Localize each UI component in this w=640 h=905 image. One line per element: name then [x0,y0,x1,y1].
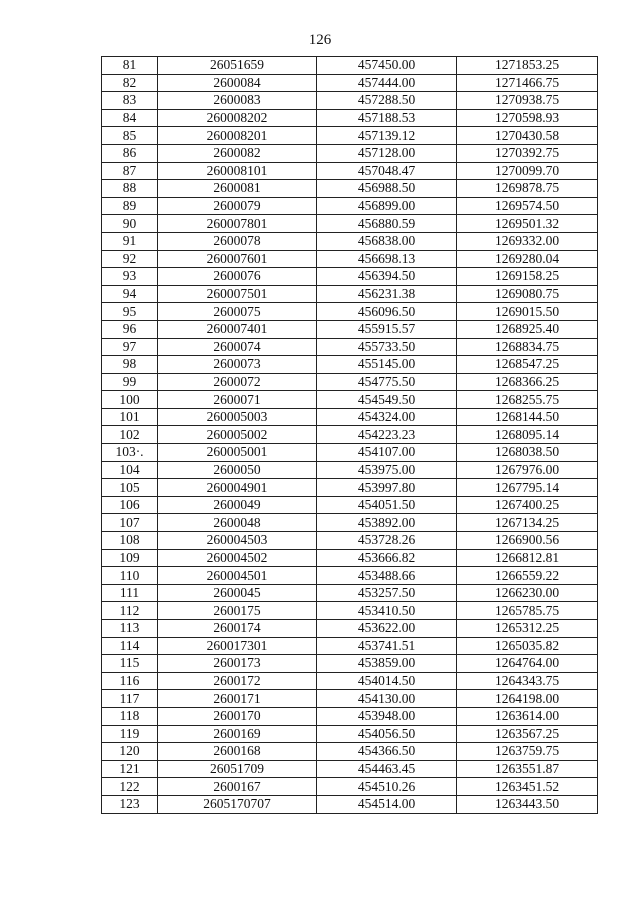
row-number-cell: 84 [102,109,158,127]
x-coordinate-cell: 453410.50 [317,602,457,620]
y-coordinate-cell: 1263614.00 [457,707,598,725]
x-coordinate-cell: 456880.59 [317,215,457,233]
table-row [102,285,598,303]
row-number-cell: 117 [102,690,158,708]
point-id-cell: 260007801 [158,215,317,233]
row-number-cell: 103·. [102,444,158,462]
row-number-cell: 93 [102,268,158,286]
x-coordinate-cell: 455145.00 [317,356,457,374]
x-coordinate-cell: 454324.00 [317,408,457,426]
row-number-cell: 90 [102,215,158,233]
table-row [102,338,598,356]
table-row [102,567,598,585]
table-row [102,303,598,321]
y-coordinate-cell: 1266900.56 [457,532,598,550]
x-coordinate-cell: 453257.50 [317,584,457,602]
x-coordinate-cell: 456899.00 [317,197,457,215]
table-row [102,725,598,743]
table-row [102,109,598,127]
point-id-cell: 260008201 [158,127,317,145]
x-coordinate-cell: 454051.50 [317,496,457,514]
point-id-cell: 260005002 [158,426,317,444]
table-row [102,92,598,110]
x-coordinate-cell: 454107.00 [317,444,457,462]
x-coordinate-cell: 453728.26 [317,532,457,550]
y-coordinate-cell: 1268038.50 [457,444,598,462]
table-row [102,356,598,374]
point-id-cell: 2600172 [158,672,317,690]
x-coordinate-cell: 453948.00 [317,707,457,725]
row-number-cell: 111 [102,584,158,602]
page-number: 126 [308,32,332,48]
y-coordinate-cell: 1270099.70 [457,162,598,180]
y-coordinate-cell: 1267134.25 [457,514,598,532]
table-row [102,197,598,215]
x-coordinate-cell: 453892.00 [317,514,457,532]
row-number-cell: 109 [102,549,158,567]
point-id-cell: 2600076 [158,268,317,286]
point-id-cell: 2600173 [158,655,317,673]
point-id-cell: 260004901 [158,479,317,497]
y-coordinate-cell: 1266230.00 [457,584,598,602]
row-number-cell: 85 [102,127,158,145]
x-coordinate-cell: 454463.45 [317,760,457,778]
x-coordinate-cell: 453741.51 [317,637,457,655]
y-coordinate-cell: 1269332.00 [457,232,598,250]
y-coordinate-cell: 1264764.00 [457,655,598,673]
table-row [102,250,598,268]
table-row [102,707,598,725]
x-coordinate-cell: 454366.50 [317,743,457,761]
x-coordinate-cell: 453975.00 [317,461,457,479]
x-coordinate-cell: 453622.00 [317,620,457,638]
point-id-cell: 2600078 [158,232,317,250]
point-id-cell: 2600168 [158,743,317,761]
table-row [102,74,598,92]
x-coordinate-cell: 456231.38 [317,285,457,303]
point-id-cell: 2600170 [158,707,317,725]
y-coordinate-cell: 1267976.00 [457,461,598,479]
row-number-cell: 87 [102,162,158,180]
table-row [102,795,598,813]
row-number-cell: 82 [102,74,158,92]
y-coordinate-cell: 1268547.25 [457,356,598,374]
table-row [102,496,598,514]
coordinates-table [101,56,598,814]
table-row [102,215,598,233]
row-number-cell: 96 [102,320,158,338]
y-coordinate-cell: 1270938.75 [457,92,598,110]
y-coordinate-cell: 1264343.75 [457,672,598,690]
x-coordinate-cell: 454223.23 [317,426,457,444]
row-number-cell: 89 [102,197,158,215]
point-id-cell: 2600171 [158,690,317,708]
row-number-cell: 102 [102,426,158,444]
row-number-cell: 91 [102,232,158,250]
x-coordinate-cell: 453997.80 [317,479,457,497]
point-id-cell: 2600079 [158,197,317,215]
y-coordinate-cell: 1268144.50 [457,408,598,426]
x-coordinate-cell: 453859.00 [317,655,457,673]
x-coordinate-cell: 454514.00 [317,795,457,813]
point-id-cell: 260004502 [158,549,317,567]
x-coordinate-cell: 456096.50 [317,303,457,321]
point-id-cell: 2600049 [158,496,317,514]
row-number-cell: 99 [102,373,158,391]
table-row [102,672,598,690]
y-coordinate-cell: 1269158.25 [457,268,598,286]
row-number-cell: 81 [102,57,158,75]
y-coordinate-cell: 1269574.50 [457,197,598,215]
x-coordinate-cell: 457288.50 [317,92,457,110]
point-id-cell: 260007601 [158,250,317,268]
row-number-cell: 112 [102,602,158,620]
point-id-cell: 2600174 [158,620,317,638]
row-number-cell: 118 [102,707,158,725]
x-coordinate-cell: 457139.12 [317,127,457,145]
point-id-cell: 260017301 [158,637,317,655]
x-coordinate-cell: 457128.00 [317,144,457,162]
point-id-cell: 2600169 [158,725,317,743]
table-row [102,373,598,391]
point-id-cell: 260004503 [158,532,317,550]
x-coordinate-cell: 454775.50 [317,373,457,391]
row-number-cell: 101 [102,408,158,426]
y-coordinate-cell: 1269280.04 [457,250,598,268]
table-row [102,444,598,462]
row-number-cell: 108 [102,532,158,550]
point-id-cell: 2600167 [158,778,317,796]
table-row [102,408,598,426]
row-number-cell: 100 [102,391,158,409]
point-id-cell: 26051709 [158,760,317,778]
point-id-cell: 2600072 [158,373,317,391]
y-coordinate-cell: 1268255.75 [457,391,598,409]
row-number-cell: 88 [102,180,158,198]
y-coordinate-cell: 1266559.22 [457,567,598,585]
x-coordinate-cell: 453488.66 [317,567,457,585]
x-coordinate-cell: 454056.50 [317,725,457,743]
row-number-cell: 104 [102,461,158,479]
x-coordinate-cell: 457444.00 [317,74,457,92]
x-coordinate-cell: 455733.50 [317,338,457,356]
point-id-cell: 260005001 [158,444,317,462]
y-coordinate-cell: 1267400.25 [457,496,598,514]
point-id-cell: 2600045 [158,584,317,602]
y-coordinate-cell: 1271466.75 [457,74,598,92]
y-coordinate-cell: 1268834.75 [457,338,598,356]
table-row [102,391,598,409]
row-number-cell: 106 [102,496,158,514]
table-row [102,743,598,761]
row-number-cell: 105 [102,479,158,497]
point-id-cell: 2600081 [158,180,317,198]
table-row [102,426,598,444]
table-row [102,268,598,286]
x-coordinate-cell: 457188.53 [317,109,457,127]
y-coordinate-cell: 1269080.75 [457,285,598,303]
y-coordinate-cell: 1263567.25 [457,725,598,743]
row-number-cell: 115 [102,655,158,673]
x-coordinate-cell: 457048.47 [317,162,457,180]
coordinates-table-body [102,57,598,814]
point-id-cell: 2600084 [158,74,317,92]
y-coordinate-cell: 1263443.50 [457,795,598,813]
y-coordinate-cell: 1269878.75 [457,180,598,198]
table-row [102,532,598,550]
y-coordinate-cell: 1263759.75 [457,743,598,761]
point-id-cell: 2600050 [158,461,317,479]
table-row [102,479,598,497]
table-row [102,620,598,638]
y-coordinate-cell: 1265312.25 [457,620,598,638]
point-id-cell: 2600048 [158,514,317,532]
x-coordinate-cell: 456988.50 [317,180,457,198]
point-id-cell: 260004501 [158,567,317,585]
point-id-cell: 260008202 [158,109,317,127]
table-row [102,778,598,796]
row-number-cell: 113 [102,620,158,638]
y-coordinate-cell: 1269015.50 [457,303,598,321]
row-number-cell: 110 [102,567,158,585]
row-number-cell: 98 [102,356,158,374]
row-number-cell: 92 [102,250,158,268]
y-coordinate-cell: 1268366.25 [457,373,598,391]
y-coordinate-cell: 1269501.32 [457,215,598,233]
row-number-cell: 107 [102,514,158,532]
point-id-cell: 2600175 [158,602,317,620]
point-id-cell: 2600082 [158,144,317,162]
point-id-cell: 260005003 [158,408,317,426]
row-number-cell: 116 [102,672,158,690]
table-row [102,514,598,532]
point-id-cell: 2600073 [158,356,317,374]
row-number-cell: 94 [102,285,158,303]
x-coordinate-cell: 454130.00 [317,690,457,708]
y-coordinate-cell: 1264198.00 [457,690,598,708]
table-row [102,127,598,145]
table-row [102,655,598,673]
table-row [102,690,598,708]
table-row [102,144,598,162]
x-coordinate-cell: 454510.26 [317,778,457,796]
table-row [102,760,598,778]
y-coordinate-cell: 1265785.75 [457,602,598,620]
point-id-cell: 2605170707 [158,795,317,813]
y-coordinate-cell: 1263551.87 [457,760,598,778]
y-coordinate-cell: 1268095.14 [457,426,598,444]
point-id-cell: 260007401 [158,320,317,338]
point-id-cell: 260007501 [158,285,317,303]
table-row [102,162,598,180]
table-row [102,232,598,250]
x-coordinate-cell: 455915.57 [317,320,457,338]
table-row [102,180,598,198]
point-id-cell: 260008101 [158,162,317,180]
row-number-cell: 83 [102,92,158,110]
row-number-cell: 97 [102,338,158,356]
row-number-cell: 120 [102,743,158,761]
point-id-cell: 2600071 [158,391,317,409]
table-row [102,584,598,602]
y-coordinate-cell: 1270598.93 [457,109,598,127]
y-coordinate-cell: 1271853.25 [457,57,598,75]
y-coordinate-cell: 1270430.58 [457,127,598,145]
x-coordinate-cell: 457450.00 [317,57,457,75]
row-number-cell: 86 [102,144,158,162]
y-coordinate-cell: 1263451.52 [457,778,598,796]
row-number-cell: 114 [102,637,158,655]
y-coordinate-cell: 1266812.81 [457,549,598,567]
table-row [102,549,598,567]
row-number-cell: 123 [102,795,158,813]
point-id-cell: 26051659 [158,57,317,75]
row-number-cell: 119 [102,725,158,743]
row-number-cell: 95 [102,303,158,321]
y-coordinate-cell: 1270392.75 [457,144,598,162]
x-coordinate-cell: 454014.50 [317,672,457,690]
table-row [102,461,598,479]
row-number-cell: 121 [102,760,158,778]
y-coordinate-cell: 1265035.82 [457,637,598,655]
point-id-cell: 2600074 [158,338,317,356]
x-coordinate-cell: 456838.00 [317,232,457,250]
row-number-cell: 122 [102,778,158,796]
point-id-cell: 2600083 [158,92,317,110]
x-coordinate-cell: 456394.50 [317,268,457,286]
table-row [102,637,598,655]
point-id-cell: 2600075 [158,303,317,321]
y-coordinate-cell: 1268925.40 [457,320,598,338]
x-coordinate-cell: 456698.13 [317,250,457,268]
table-row [102,57,598,75]
table-row [102,320,598,338]
table-row [102,602,598,620]
x-coordinate-cell: 453666.82 [317,549,457,567]
y-coordinate-cell: 1267795.14 [457,479,598,497]
x-coordinate-cell: 454549.50 [317,391,457,409]
